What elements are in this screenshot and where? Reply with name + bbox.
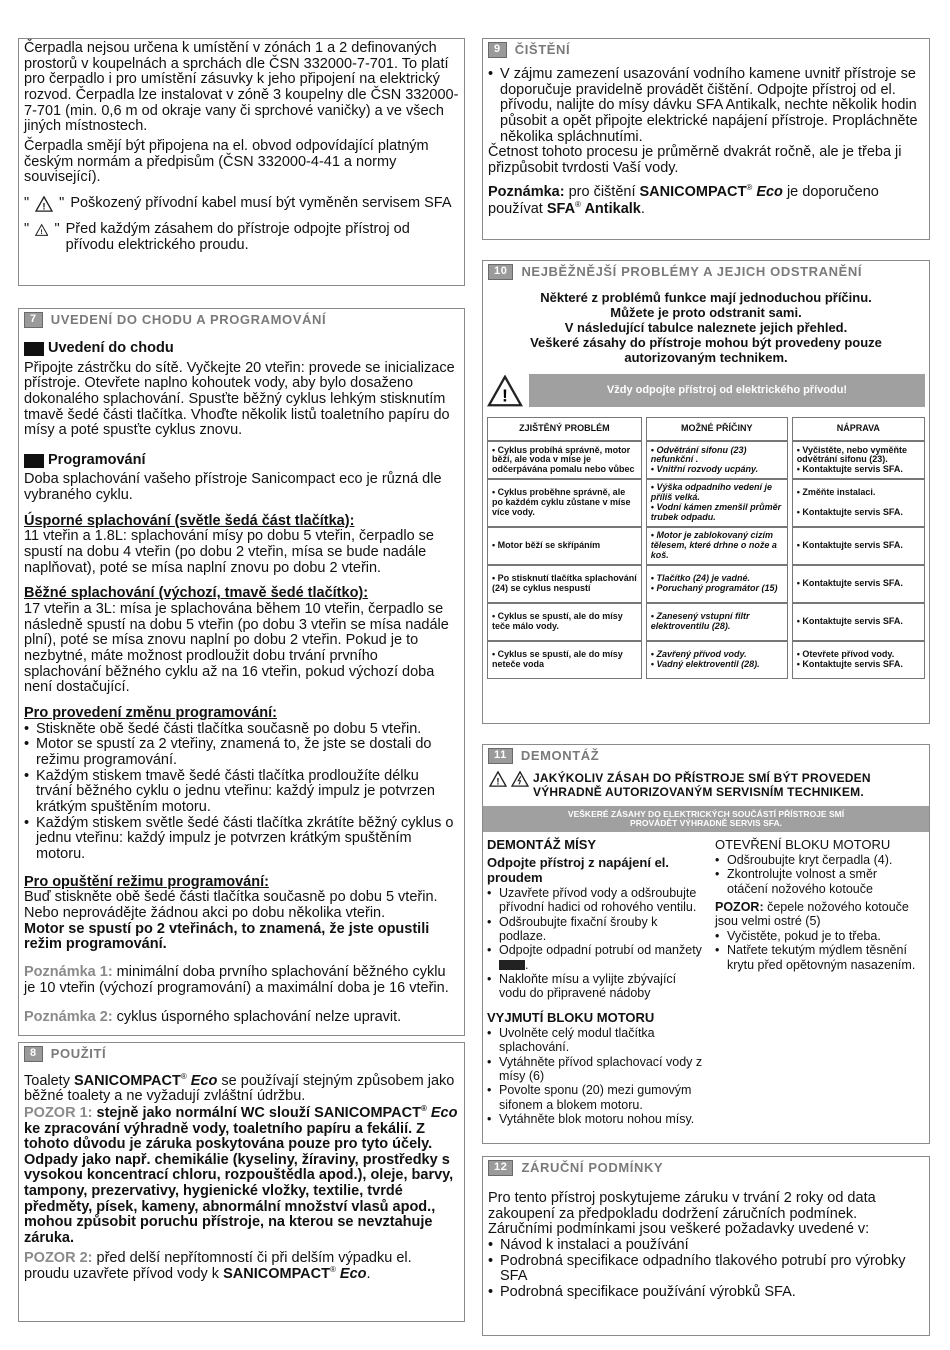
- table-cell: • Cyklus probíhá správně, motor běží, ale voda v míse je odčerpávána pomalu nebo vůbec: [487, 441, 642, 479]
- cuff-icon: [499, 960, 525, 970]
- section-6-continuation: [18, 38, 465, 286]
- table-cell: • Cyklus proběhne správně, ale po každém cyklu zůstane v míse více vody.: [487, 479, 642, 527]
- list-item: • Návod k instalaci a používání: [488, 1238, 924, 1254]
- table-cell: • Kontaktujte servis SFA.: [792, 527, 925, 565]
- table-header: MOŽNÉ PŘÍČINY: [646, 417, 788, 441]
- caution: POZOR: čepele nožového kotouče jsou velmi ostré (5): [715, 900, 909, 929]
- paragraph: Pro tento přístroj poskytujeme záruku v trvání 2 roky od data zakoupení za předpokladu dodržení záručních podmínek.: [488, 1189, 876, 1222]
- table-row: [487, 479, 925, 527]
- heading: Odpojte přístroj z napájení el. proudem: [487, 854, 670, 885]
- paragraph: Připojte zástrčku do sítě. Vyčkejte 20 vteřin: provede se inicializace přístroje. Otevřete naplno kohoutek vody, aby bylo dosaženo dokonalého splachování. Spusťte běžný cyklus lehkým stisknutím tmavě šedé části tlačítka. Vhoďte několik listů toaletního papíru do mísy a poté spusťte cyklus znovu.: [24, 359, 455, 439]
- section-header: [483, 1157, 929, 1179]
- list-item: • Vytáhněte blok motoru nohou mísy.: [487, 1112, 705, 1126]
- table-cell: • Kontaktujte servis SFA.: [792, 565, 925, 603]
- table-header: NÁPRAVA: [792, 417, 925, 441]
- list-item: • Motor se spustí za 2 vteřiny, znamená to, že jste se dostali do režimu programování.: [24, 737, 459, 768]
- section-header: [483, 39, 929, 61]
- subheading: Programování: [24, 453, 459, 469]
- warning: " ! " Poškozený přívodní kabel musí být vyměněn servisem SFA: [24, 194, 452, 212]
- table-body: [487, 441, 925, 679]
- warning-text: Před každým zásahem do přístroje odpojte přístroj od přívodu elektrického proudu.: [65, 220, 410, 253]
- paragraph: Buď stiskněte obě šedé části tlačítka současně po dobu 5 vteřin. Nebo neprovádějte žádnou akci po dobu několika vteřin.: [24, 889, 438, 921]
- table-cell: • Kontaktujte servis SFA.: [792, 603, 925, 641]
- warning-triangle-icon: [35, 196, 53, 212]
- list-item: • Vytáhněte přívod splachovací vody z mísy (6): [487, 1055, 705, 1084]
- warning-text: Poškozený přívodní kabel musí být vyměněn servisem SFA: [70, 194, 452, 211]
- list-item: • Povolte sponu (20) mezi gumovým sifonem a blokem motoru.: [487, 1083, 705, 1112]
- removal-column: [487, 838, 705, 1126]
- paragraph: Čerpadla smějí být připojena na el. obvod odpovídající platným českým normám a předpisům (ČSN 332000-4-41 a normy související).: [24, 137, 429, 186]
- section-header: [483, 261, 929, 283]
- section-number: 9: [488, 42, 507, 58]
- section-9: [482, 38, 930, 240]
- list-item: • Podrobná specifikace používání výrobků SFA.: [488, 1285, 924, 1301]
- heading-eco: Úsporné splachování (světle šedá část tlačítka):: [24, 512, 355, 529]
- section-header: [19, 1043, 464, 1065]
- warning-bar: [487, 374, 925, 408]
- heading-exit: Pro opuštění režimu programování:: [24, 873, 269, 890]
- paragraph: 17 vteřin a 3L: mísa je splachována během 10 vteřin, čerpadlo se následně spustí na dobu 5 vteřin (po dobu 3 vteřin se mísa nadále plní), poté se mísa znovu naplní po dobu 2 vteřin. Pokud je to nezbytné, máte možnost prodloužit dobu trvání prvního splachování běžného cyklu až na 16 vteřin, pokud výchozí doba není dostačující.: [24, 601, 449, 696]
- heading-standard: Běžné splachování (výchozí, tmavě šedé tlačítko):: [24, 585, 369, 602]
- intro: Některé z problémů funkce mají jednoduchou příčinu. Můžete je proto odstranit sami. V následující tabulce naleznete jejich přehled. Veškeré zásahy do přístroje mohou být provedeny pouze autorizovaným technikem.: [530, 289, 882, 365]
- svg-text:!: !: [502, 385, 508, 406]
- section-title: ZÁRUČNÍ PODMÍNKY: [521, 1159, 664, 1175]
- motor-column: [715, 838, 921, 1126]
- paragraph: 11 vteřin a 1.8L: splachování mísy po dobu 5 vteřin, čerpadlo se spustí na dobu 4 vteřin (po dobu 2 vteřin, mísa se bude nadále naplňovat), poté se mísa naplní znovu po dobu 2 vteřin.: [24, 528, 435, 576]
- warning: [483, 767, 929, 804]
- section-title: ČIŠTĚNÍ: [514, 41, 571, 57]
- table-cell: • Zavřený přívod vody. • Vadný elektroventil (28).: [646, 641, 788, 679]
- black-square-icon: [24, 454, 44, 468]
- section-number: 7: [24, 312, 43, 328]
- table-cell: • Otevřete přívod vody. • Kontaktujte servis SFA.: [792, 641, 925, 679]
- section-number: 8: [24, 1046, 43, 1062]
- list-item: • Každým stiskem světle šedé části tlačítka zkrátíte běžný cyklus o jednu vteřinu: každý impulz je potvrzen krátkým spuštěním motoru.: [24, 816, 459, 863]
- list-item: • Uvolněte celý modul tlačítka splachování.: [487, 1026, 705, 1055]
- table-cell: • Po stisknutí tlačítka splachování (24) se cyklus nespustí: [487, 565, 642, 603]
- service-bar: VEŠKERÉ ZÁSAHY DO ELEKTRICKÝCH SOUČÁSTÍ PŘÍSTROJE SMÍ PROVÁDĚT VÝHRADNĚ SERVIS SFA.: [483, 806, 929, 832]
- change-list: [24, 722, 459, 863]
- section-12: [482, 1156, 930, 1336]
- paragraph: Motor se spustí po 2 vteřinách, to znamená, že jste opustili režim programování.: [24, 920, 430, 953]
- paragraph: Doba splachování vašeho přístroje Sanicompact eco je různá dle vybraného cyklu.: [24, 471, 442, 504]
- table-row: [487, 441, 925, 479]
- subheading: Uvedení do chodu: [24, 341, 459, 357]
- warning-pozor-1: POZOR 1: stejně jako normální WC slouží SANICOMPACT® Eco ke zpracování výhradně vody, toaletního papíru a fekálií. Z tohoto důvodu je záruka poskytována pouze pro tyto účely. Odpady jako např. chemikálie (kyseliny, žíraviny, prostředky s vysokou koncentrací chloru, rozpouštědla apod.), oleje, barvy, tampony, prezervativy, hygienické vložky, textilie, tvrdé předměty, písek, kameny, abnormální množství vlasů apod., mohou způsobit poruchu přístroje, na kterou se nevztahuje záruka.: [24, 1104, 458, 1247]
- list-item: • Vyčistěte, pokud je to třeba.: [715, 929, 921, 943]
- list-item: • Každým stiskem tmavě šedé části tlačítka prodloužíte délku trvání běžného cyklu o jednu vteřinu: každý impulz je potvrzen krátkým spuštěním motoru.: [24, 769, 459, 816]
- svg-text:!: !: [496, 776, 500, 787]
- section-number: 10: [488, 264, 513, 280]
- paragraph: Záručními podmínkami jsou veškeré požadavky uvedené v:: [488, 1221, 870, 1238]
- list-item: • Nakloňte mísu a vylijte zbývající vodu do připravené nádoby: [487, 972, 705, 1001]
- table-cell: • Zanesený vstupní filtr elektroventilu (28).: [646, 603, 788, 641]
- section-title: UVEDENÍ DO CHODU A PROGRAMOVÁNÍ: [50, 311, 327, 327]
- warning-text: JAKÝKOLIV ZÁSAH DO PŘÍSTROJE SMÍ BÝT PROVEDEN VÝHRADNĚ AUTORIZOVANÝM SERVISNÍM TECHNIKEM.: [533, 770, 871, 800]
- heading: VYJMUTÍ BLOKU MOTORU: [487, 1009, 655, 1025]
- table-cell: • Motor je zablokovaný cizím tělesem, které drhne o nože a koš.: [646, 527, 788, 565]
- note-2: Poznámka 2: cyklus úsporného splachování nelze upravit.: [24, 1009, 402, 1026]
- troubleshooting-table: [483, 417, 929, 679]
- section-10: [482, 260, 930, 724]
- table-header: ZJIŠTĚNÝ PROBLÉM: [487, 417, 642, 441]
- table-cell: • Tlačítko (24) je vadné. • Poruchaný programátor (15): [646, 565, 788, 603]
- list-item: • Odpojte odpadní potrubí od manžety .: [487, 943, 705, 972]
- table-cell: • Vyčistěte, nebo vyměňte odvětrání sifonu (23). • Kontaktujte servis SFA.: [792, 441, 925, 479]
- paragraph: Četnost tohoto procesu je průměrně dvakrát ročně, ale je třeba ji přizpůsobit tvrdosti Vaší vody.: [488, 144, 902, 176]
- table-row: [487, 641, 925, 679]
- section-8: [18, 1042, 465, 1322]
- list-item: • Podrobná specifikace odpadního tlakového potrubí pro výrobky SFA: [488, 1254, 924, 1285]
- note: Poznámka: pro čištění SANICOMPACT® Eco je doporučeno používat SFA® Antikalk.: [488, 183, 879, 217]
- paragraph: Toalety SANICOMPACT® Eco se používají stejným způsobem jako běžné toalety a ne vyžadují zvláštní údržbu.: [24, 1071, 455, 1105]
- table-cell: • Motor běží se skřípáním: [487, 527, 642, 565]
- heading: OTEVŘENÍ BLOKU MOTORU: [715, 837, 891, 852]
- paragraph: Čerpadla nejsou určena k umístění v zónách 1 a 2 definovaných prostorů v koupelnách a sprchách dle ČSN 332000-7-701. To platí pro čerpadlo i pro umístění zásuvky k jeho připojení na elektrický rozvod. Čerpadla lze instalovat v zóně 3 koupelny dle ČSN 332000-7-701 (min. 0,6 m od okraje vany či sprchové vaničky) a ve všech jiných místnostech.: [24, 40, 459, 135]
- warning-triangle-icon: [489, 771, 507, 787]
- electric-hazard-icon: [511, 771, 529, 787]
- list-item: • Odšroubujte kryt čerpadla (4).: [715, 853, 921, 867]
- section-number: 12: [488, 1160, 513, 1176]
- table-cell: • Odvětrání sifonu (23) nefunkční . • Vnitřní rozvody ucpány.: [646, 441, 788, 479]
- warning-triangle-icon: [35, 222, 48, 238]
- black-square-icon: [24, 342, 44, 356]
- table-row: [487, 603, 925, 641]
- list-item: • Zkontrolujte volnost a směr otáčení nožového kotouče: [715, 867, 921, 896]
- list-item: • Odšroubujte fixační šrouby k podlaze.: [487, 915, 705, 944]
- section-11: [482, 744, 930, 1144]
- note-1: Poznámka 1: minimální doba prvního splachování běžného cyklu je 10 vteřin (výchozí programování) a maximální doba je 16 vteřin.: [24, 963, 449, 996]
- heading: DEMONTÁŽ MÍSY: [487, 837, 597, 852]
- heading-change: Pro provedení změnu programování:: [24, 705, 277, 721]
- warning: " ! " Před každým zásahem do přístroje odpojte přístroj od přívodu elektrického proudu.: [24, 222, 459, 253]
- table-row: [487, 565, 925, 603]
- section-title: POUŽITÍ: [50, 1045, 107, 1061]
- section-title: DEMONTÁŽ: [520, 747, 600, 763]
- section-header: [19, 309, 464, 331]
- table-row: [487, 527, 925, 565]
- list-item: • Stiskněte obě šedé části tlačítka současně po dobu 5 vteřin.: [24, 722, 459, 738]
- svg-text:!: !: [42, 201, 46, 212]
- list-item: • Natřete tekutým mýdlem těsnění krytu před opětovným nasazením.: [715, 943, 921, 972]
- table-cell: • Výška odpadního vedení je příliš velká. • Vodní kámen zmenšil průměr trubek odpadu.: [646, 479, 788, 527]
- table-cell: • Cyklus se spustí, ale do mísy teče málo vody.: [487, 603, 642, 641]
- section-title: NEJBĚŽNĚJŠÍ PROBLÉMY A JEJICH ODSTRANĚNÍ: [521, 263, 863, 279]
- section-number: 11: [488, 748, 513, 764]
- warning-triangle-icon: [487, 375, 523, 407]
- table-cell: • Změňte instalaci. • Kontaktujte servis SFA.: [792, 479, 925, 527]
- svg-text:!: !: [40, 228, 43, 236]
- warning-bar-text: Vždy odpojte přístroj od elektrického přívodu!: [529, 374, 925, 408]
- list-item: • Uzavřete přívod vody a odšroubujte přívodní hadici od rohového ventilu.: [487, 886, 705, 915]
- section-header: [483, 745, 929, 767]
- list-item: • V zájmu zamezení usazování vodního kamene uvnitř přístroje se doporučuje pravidelně provádět čištění. Odpojte přístroj od el. přívodu, nalijte do mísy dávku SFA Antikalk, nechte několik hodin působit a opět připojte elektrické napájení přístroje. Propláchněte několika spláchnutími.: [488, 67, 924, 145]
- table-cell: • Cyklus se spustí, ale do mísy neteče voda: [487, 641, 642, 679]
- section-7: [18, 308, 465, 1036]
- warning-pozor-2: POZOR 2: před delší nepřítomností či při delším výpadku el. proudu uzavřete přívod vody k SANICOMPACT® Eco.: [24, 1249, 412, 1283]
